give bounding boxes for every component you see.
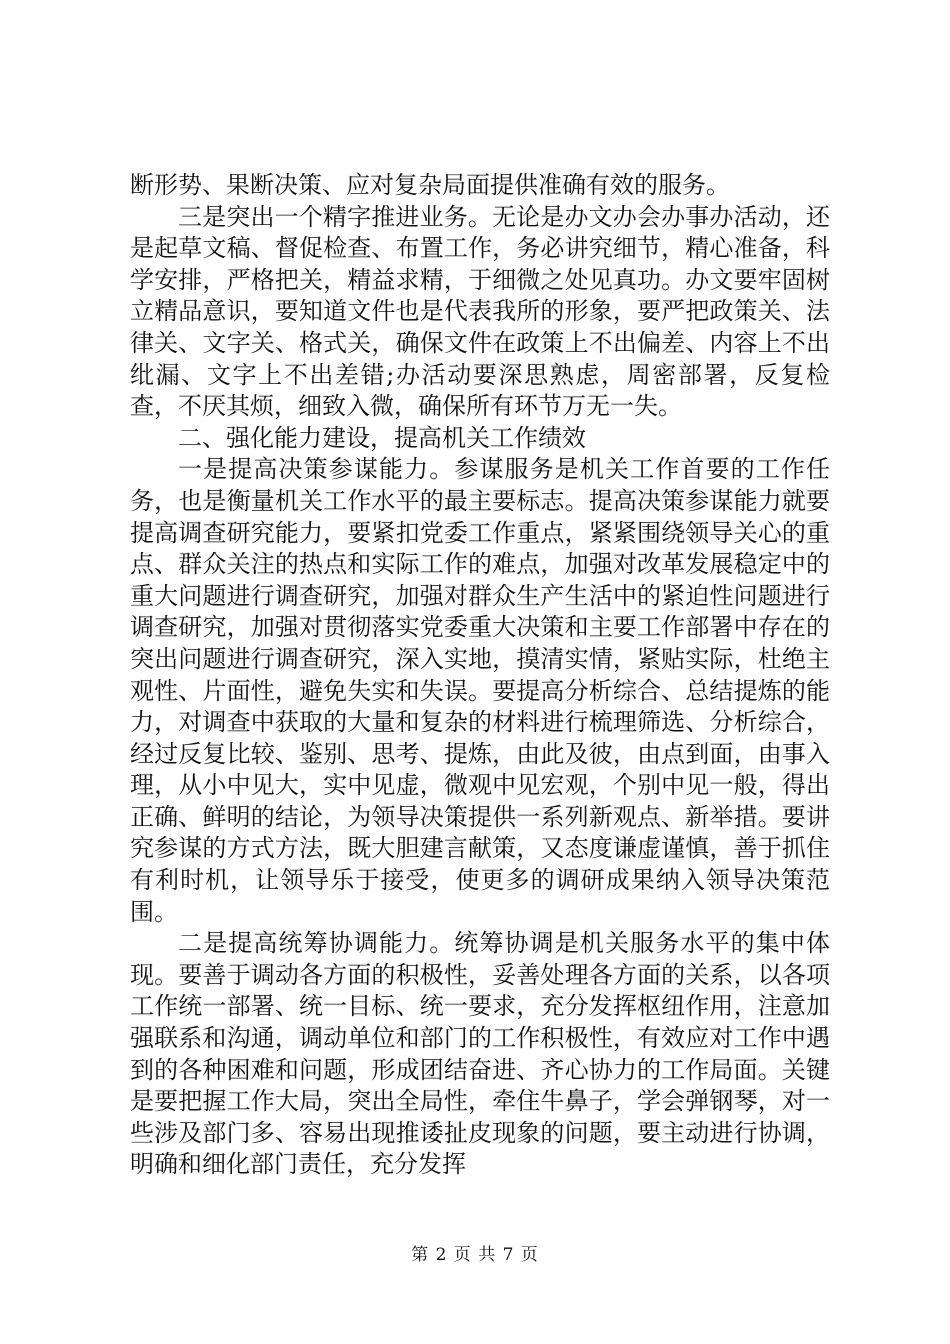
paragraph-2: 三是突出一个精字推进业务。无论是办文办会办事办活动，还是起草文稿、督促检查、布置工作，务必讲究细节，精心准备，科学安排，严格把关，精益求精，于细微之处见真功。办文要牢固树立精品意识，要知道文件也是代表我所的形象，要严把政策关、法律关、文字关、格式关，确保文件在政策上不出偏差、内容上不出纰漏、文字上不出差错;办活动要深思熟虑，周密部署，反复检查，不厌其烦，细致入微，确保所有环节万无一失。: [130, 202, 830, 421]
section-heading: 二、强化能力建设，提高机关工作绩效: [178, 423, 586, 452]
page-footer: 第 2 页 共 7 页: [411, 1245, 539, 1265]
paragraph-3: 一是提高决策参谋能力。参谋服务是机关工作首要的工作任务，也是衡量机关工作水平的最主要标志。提高决策参谋能力就要提高调查研究能力，要紧扣党委工作重点，紧紧围绕领导关心的重点、群众关注的热点和实际工作的难点，加强对改革发展稳定中的重大问题进行调查研究，加强对群众生产生活中的紧迫性问题进行调查研究，加强对贯彻落实党委重大决策和主要工作部署中存在的突出问题进行调查研究，深入实地，摸清实情，紧贴实际，杜绝主观性、片面性，避免失实和失误。要提高分析综合、总结提炼的能力，对调查中获取的大量和复杂的材料进行梳理筛选、分析综合，经过反复比较、鉴别、思考、提炼，由此及彼，由点到面，由事入理，从小中见大，实中见虚，微观中见宏观，个别中见一般，得出正确、鲜明的结论，为领导决策提供一系列新观点、新举措。要讲究参谋的方式方法，既大胆建言献策，又态度谦虚谨慎，善于抓住有利时机，让领导乐于接受，使更多的调研成果纳入领导决策范围。: [130, 455, 830, 926]
document-body: [130, 170, 830, 1181]
paragraph-4: 二是提高统筹协调能力。统筹协调是机关服务水平的集中体现。要善于调动各方面的积极性，妥善处理各方面的关系，以各项工作统一部署、统一目标、统一要求，充分发挥枢纽作用，注意加强联系和沟通，调动单位和部门的工作积极性，有效应对工作中遇到的各种困难和问题，形成团结奋进、齐心协力的工作局面。关键是要把握工作大局，突出全局性，牵住牛鼻子，学会弹钢琴，对一些涉及部门多、容易出现推诿扯皮现象的问题，要主动进行协调，明确和细化部门责任，充分发挥: [130, 929, 830, 1179]
paragraph-1: 断形势、果断决策、应对复杂局面提供准确有效的服务。: [130, 171, 730, 199]
